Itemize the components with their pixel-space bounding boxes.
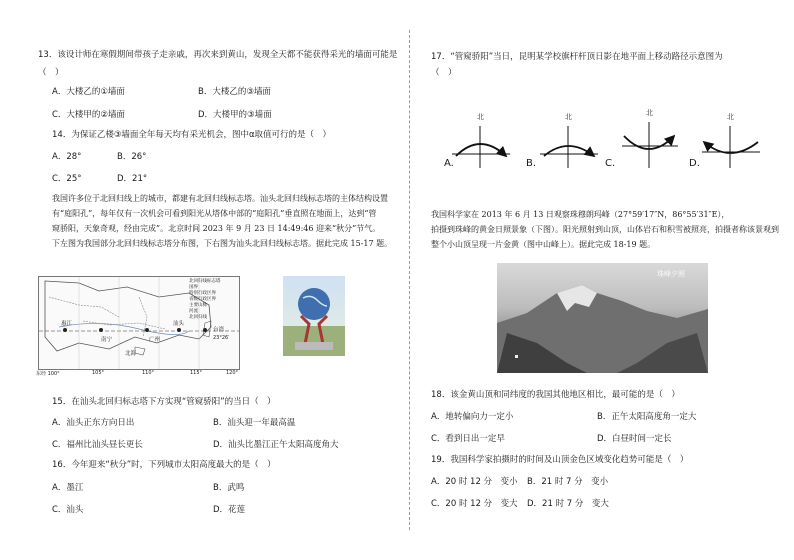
q17-option-c: C. (605, 158, 616, 169)
map-tropic-label: 23°26′ (213, 335, 230, 341)
map-city: 惠江 (61, 321, 73, 327)
shadow-path-diagrams (440, 112, 790, 182)
q16-option-b: B．武鸣 (213, 483, 245, 493)
passage-line: 拍摄到珠峰的黄金日照景象（下图）。阳光照射到山顶，山体岩石和积雪被照亮，拍摄者称该景观到 (431, 225, 779, 234)
q16-stem: 16．今年迎来“秋分”时，下列城市太阳高度最大的是（ ） (52, 460, 276, 470)
q14-stem: 14．为保证乙楼③墙面全年每天均有采光机会，图中α取值可行的是（ ） (52, 130, 332, 140)
q13-option-c: C．大楼甲的②墙面 (52, 110, 126, 120)
map-city: 台湾 (213, 327, 225, 333)
map-lon-label: 120° (226, 370, 239, 376)
q17-option-d: D. (689, 158, 700, 169)
passage-line: 有“庭阳孔”，每年仅有一次机会可看到阳光从塔体中部的“庭阳孔”垂直照在地面上，达到“管 (52, 209, 377, 218)
q15-stem: 15．在汕头北回归标志塔下方实现“管窥骄阳”的当日（ ） (52, 397, 276, 407)
q13-option-d: D．大楼甲的③墙面 (198, 110, 272, 120)
map-lon-label: 115° (190, 370, 203, 376)
q19-option-c: C．20 时 12 分 变大 (431, 499, 518, 509)
map-city: 广州 (149, 337, 161, 343)
q17-paren: （ ） (431, 68, 457, 78)
q18-stem: 18．该金黄山顶和同纬度的我国其他地区相比，最可能的是（ ） (431, 390, 680, 400)
q18-option-a: A．地转偏向力一定小 (431, 412, 514, 422)
q13-option-b: B．大楼乙的③墙面 (198, 87, 271, 97)
q13-stem-line1: 13．该设计师在寒假期间带孩子走亲戚，再次来到黄山，发现全天都不能获得采光的墙面可能是 (38, 50, 398, 60)
q16-option-c: C．汕头 (52, 505, 84, 515)
tower-photo (283, 276, 345, 356)
q14-option-b: B．26° (117, 152, 147, 162)
photo-caption: 珠峰夕照 (657, 270, 685, 278)
passage-tropic (52, 191, 402, 251)
legend-item: 国界 (189, 285, 198, 290)
globe-tower-image (283, 276, 345, 356)
legend-item: 北回归线标志塔 (189, 279, 221, 284)
q18-option-b: B．正午太阳高度角一定大 (597, 412, 697, 422)
q16-option-a: A．墨江 (52, 483, 84, 493)
q19-stem: 19．我国科学家拍摄时的时间及山顶金色区域变化趋势可能是（ ） (431, 455, 689, 465)
map-lon-label: 105° (92, 370, 105, 376)
tropic-tower-map (38, 276, 240, 370)
q18-option-c: C．看到日出一定早 (431, 434, 505, 444)
north-label-b: 北 (565, 113, 572, 121)
q13-stem-line2: （ ） (38, 68, 64, 78)
map-city: 北海 (125, 351, 137, 357)
q16-option-d: D．花莲 (213, 505, 246, 515)
q17-option-a: A. (444, 158, 454, 169)
q15-option-d: D．汕头比墨江正午太阳高度角大 (213, 440, 339, 450)
passage-line: 整个小山顶呈现一片金黄（图中山峰上）。据此完成 18-19 题。 (431, 240, 656, 249)
q19-option-a: A．20 时 12 分 变小 (431, 477, 518, 487)
q19-option-d: D．21 时 7 分 变大 (527, 499, 609, 509)
passage-line: 我国许多位于北回归线上的城市，都建有北回归线标志塔。汕头北回归线标志塔的主体结构设置 (52, 194, 388, 203)
passage-line: 我国科学家在 2013 年 6 月 13 日观察珠穆朗玛峰（27°59′17″N，86°55′31″E）， (431, 210, 730, 219)
column-divider (409, 30, 410, 530)
q17-stem: 17．“管窥骄阳”当日，昆明某学校旗杆杆顶日影在地平面上移动路径示意图为 (431, 52, 723, 62)
north-label-c: 北 (646, 109, 653, 117)
q15-option-a: A．汕头正东方向日出 (52, 418, 135, 428)
q15-option-c: C．福州比汕头昼长更长 (52, 440, 143, 450)
map-city: 南宁 (101, 337, 113, 343)
map-lon-label: 东经 100° (36, 371, 60, 377)
mountain-image (497, 263, 708, 373)
legend-item: 特别行政区界 (189, 291, 216, 296)
map-legend (189, 279, 221, 321)
q14-option-d: D．21° (117, 174, 148, 184)
map-city: 汕头 (173, 321, 185, 327)
passage-line: 窥骄阳，天象奇观，经由完成”。北京时间 2023 年 9 月 23 日 14:49:46 迎来“秋分”节气。 (52, 224, 381, 233)
q15-option-b: B．汕头迎一年最高温 (213, 418, 296, 428)
q18-option-d: D．白昼时间一定长 (597, 434, 672, 444)
legend-item: 河流 (189, 309, 198, 314)
passage-everest (431, 207, 781, 252)
q19-option-b: B．21 时 7 分 变小 (527, 477, 609, 487)
legend-item: 主要山脉 (189, 303, 207, 308)
q14-option-a: A．28° (52, 152, 82, 162)
legend-item: 省级行政区界 (189, 297, 216, 302)
north-label-d: 北 (727, 113, 734, 121)
passage-line: 下左图为我国部分北回归线标志塔分布图，下右图为汕头北回归线标志塔。据此完成 15-17 题。 (52, 239, 393, 248)
everest-sunset-photo (497, 263, 708, 373)
q13-option-a: A．大楼乙的①墙面 (52, 87, 125, 97)
q17-option-b: B. (526, 158, 537, 169)
q14-option-c: C．25° (52, 174, 82, 184)
legend-item: 北回归线 (189, 315, 207, 320)
map-lon-label: 110° (142, 370, 155, 376)
north-label-a: 北 (477, 113, 484, 121)
